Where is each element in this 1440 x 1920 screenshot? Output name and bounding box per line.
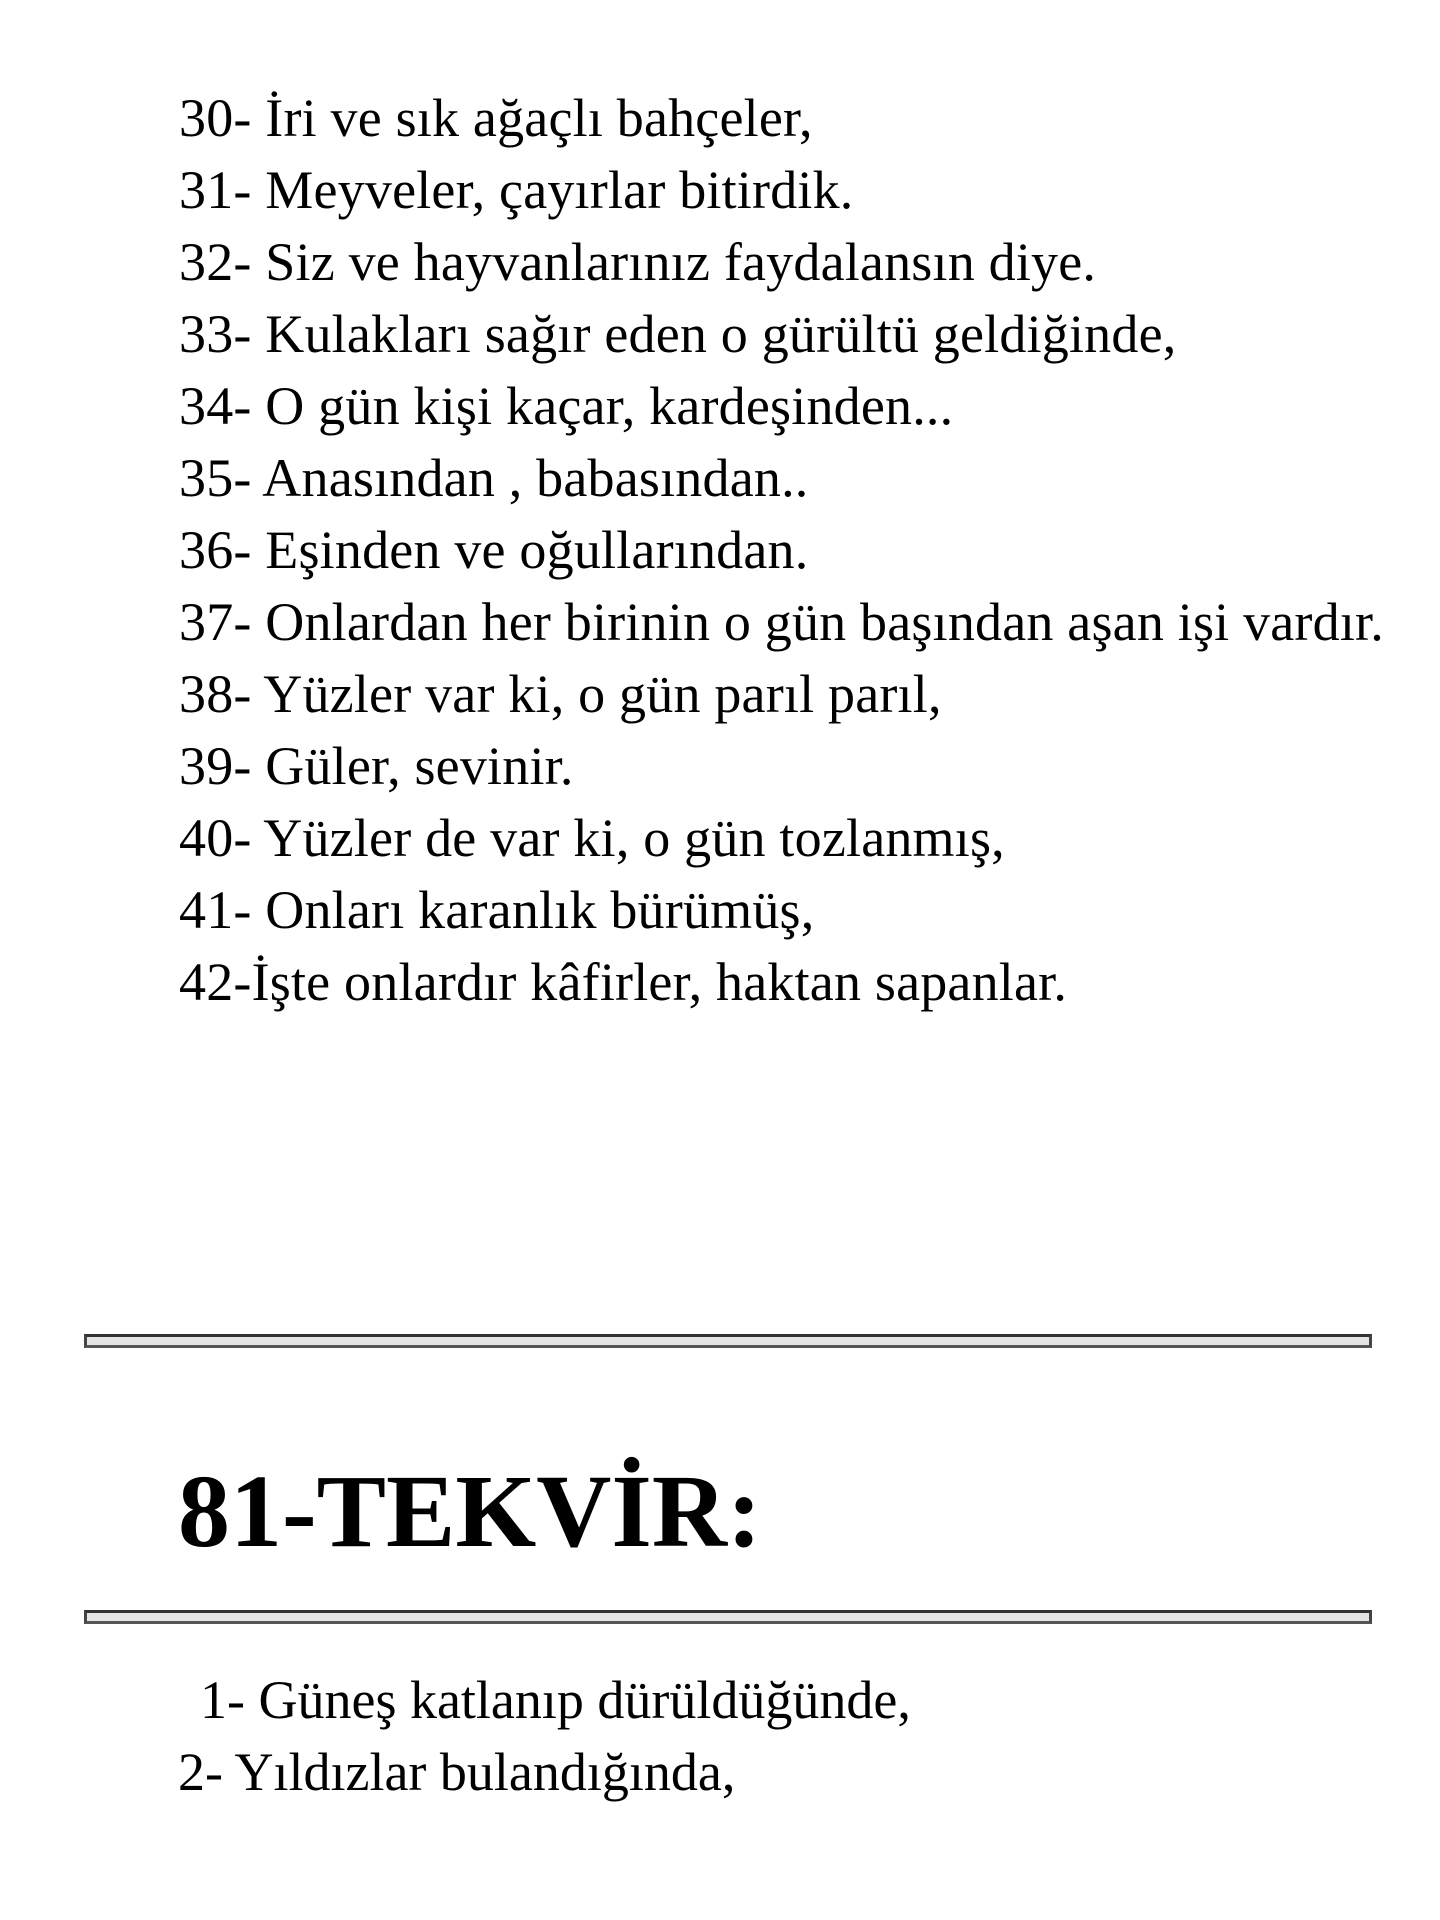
verse-42: 42-İşte onlardır kâfirler, haktan sapanlar. [179,952,1068,1012]
verse-list-top [84,82,1384,1018]
verse-39: 39- Güler, sevinir. [179,736,574,796]
verse-41: 41- Onları karanlık bürümüş, [179,880,815,940]
verse-2: 2- Yıldızlar bulandığında, [178,1742,736,1802]
surah-title: 81-TEKVİR: [178,1454,762,1569]
verse-31: 31- Meyveler, çayırlar bitirdik. [179,160,854,220]
verse-36: 36- Eşinden ve oğullarından. [179,520,809,580]
verse-list-bottom [178,1664,911,1808]
verse-32: 32- Siz ve hayvanlarınız faydalansın diye. [179,232,1097,292]
verse-38: 38- Yüzler var ki, o gün parıl parıl, [179,664,942,724]
verse-34: 34- O gün kişi kaçar, kardeşinden... [179,376,954,436]
section-divider-top [84,1334,1372,1348]
verse-33: 33- Kulakları sağır eden o gürültü geldiğinde, [179,304,1177,364]
verse-1: 1- Güneş katlanıp dürüldüğünde, [200,1670,911,1730]
verse-35: 35- Anasından , babasından.. [179,448,809,508]
section-divider-bottom [84,1610,1372,1624]
verse-30: 30- İri ve sık ağaçlı bahçeler, [179,88,813,148]
verse-40: 40- Yüzler de var ki, o gün tozlanmış, [179,808,1005,868]
verse-37: 37- Onlardan her birinin o gün başından aşan işi vardır. [179,592,1384,652]
